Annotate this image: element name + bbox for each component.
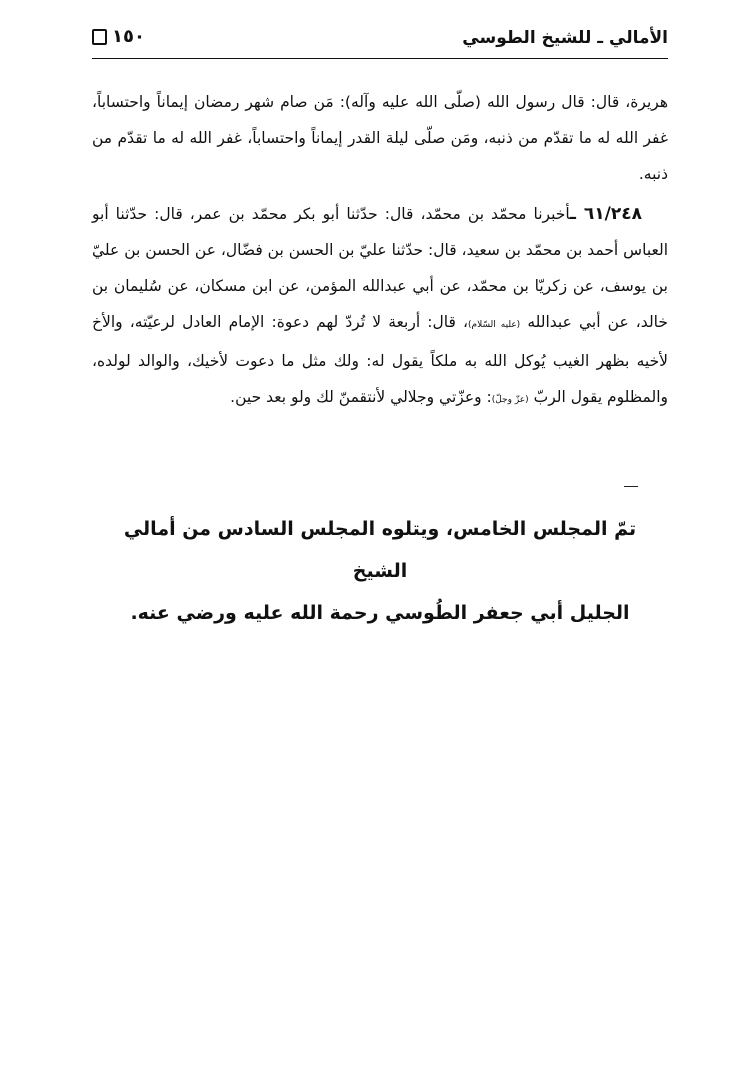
honorific-glory: (عزّ وجلّ) <box>491 395 529 405</box>
paragraph-1: هريرة، قال: قال رسول الله (صلّى الله عليه وآله): مَن صام شهر رمضان إيماناً واحتساباً، غفر الله له ما تقدّم من ذنبه، ومَن صلّى ليلة القدر إيماناً واحتساباً، غفر الله له ما تقدّم من ذنبه. <box>92 93 668 183</box>
page-number-block <box>92 26 145 47</box>
paragraph-2-text-a: أخبرنا محمّد بن محمّد، قال: حدّثنا أبو بكر محمّد بن عمر، قال: حدّثنا أبو العباس أحمد بن محمّد بن سعيد، قال: حدّثنا عليّ بن الحسن بن فضّال، عن الحسن بن عليّ بن يوسف، عن زكريّا بن محمّد، عن أبي عبدالله المؤمن، عن ابن مسكان، عن سُليمان بن خالد، عن أبي عبدالله <box>92 205 668 331</box>
paragraph-2-text-c: : وعزّتي وجلالي لأنتقمنّ لك ولو بعد حين. <box>230 388 492 406</box>
paragraph-2-text-b: ، قال: أربعة لا تُردّ لهم دعوة: الإمام العادل لرعيّته، والأخ لأخيه بظهر الغيب يُوكل الله به ملكاً يقول له: ولك مثل ما دعوت لأخيك، والوالد لولده، والمظلوم يقول الربّ <box>92 313 668 406</box>
running-title: الأمالي ـ للشيخ الطوسي <box>462 28 668 48</box>
closing-line-1: تمّ المجلس الخامس، ويتلوه المجلس السادس من أمالي الشيخ <box>123 518 637 582</box>
page-header <box>92 26 668 56</box>
square-icon <box>92 29 107 45</box>
header-rule <box>92 58 668 59</box>
paragraph-2 <box>92 196 668 418</box>
section-dash <box>624 486 638 487</box>
honorific-peace: (عليه السّلام) <box>468 320 521 330</box>
closing-line-2: الجليل أبي جعفر الطُوسي رحمة الله عليه ورضي عنه. <box>130 602 630 624</box>
page-number: ١٥٠ <box>112 26 145 47</box>
closing-note <box>96 508 664 634</box>
hadith-number: ٦١/٢٤٨ ـ <box>570 204 642 224</box>
main-text <box>92 84 668 418</box>
